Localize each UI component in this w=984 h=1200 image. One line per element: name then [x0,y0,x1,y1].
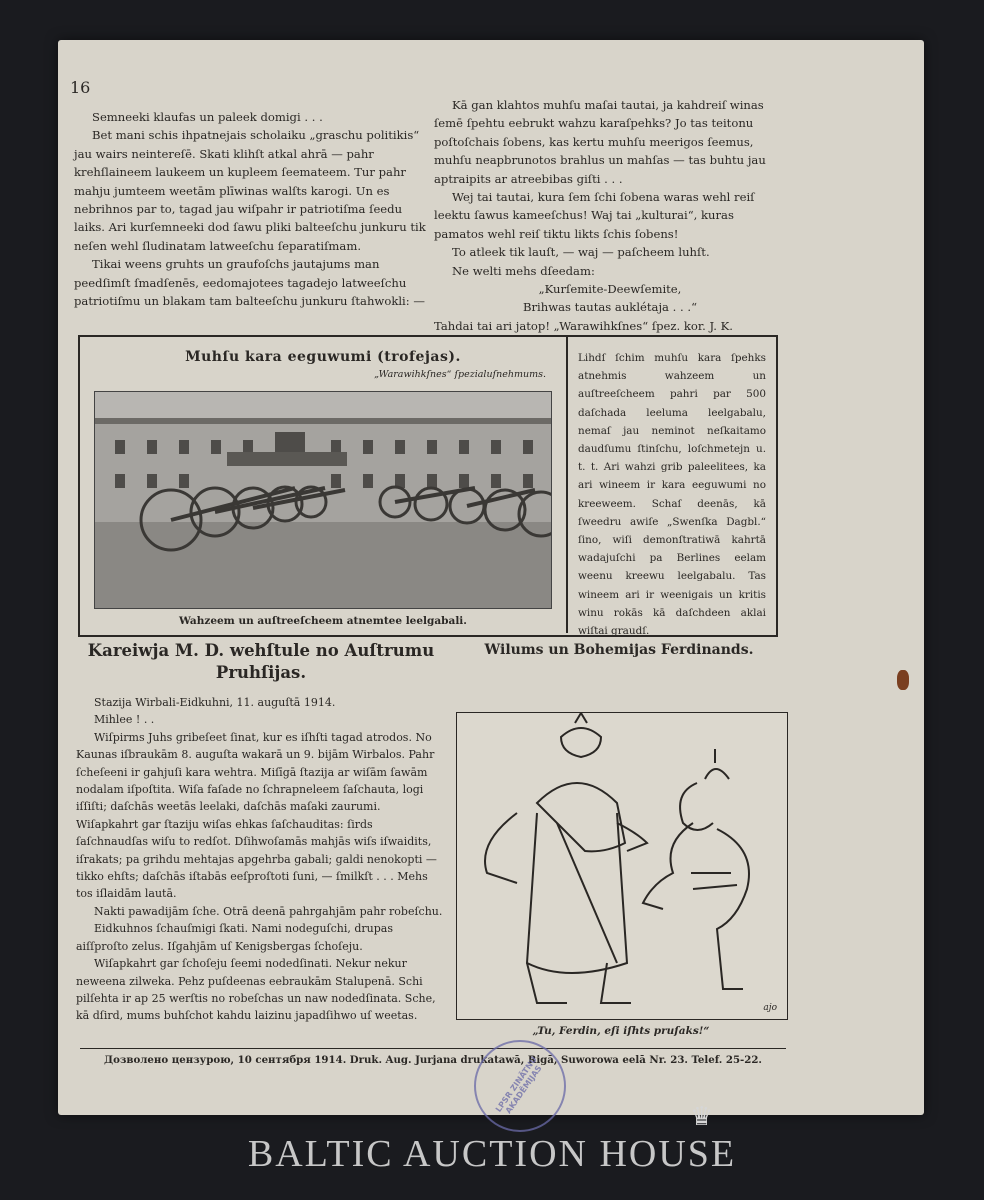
paragraph: To atleek tik lauſt, — waj — paſcheem luhſt. [452,245,710,260]
trophy-cannons-photo [94,391,552,609]
letter-dateline: Stazija Wirbali-Eidkuhni, 11. auguſtā 1914. [94,696,336,709]
paragraph: Kā gan klahtos muhſu maſai tautai, ja kahdreiſ winas ſemē ſpehtu eebrukt wahzu karaſpehks? Jo tas teitonu poſtoſchais ſobens, kas kertu muhſu meerigos ſeemus, muhſu neapbrunotos brahlus un mahſas — tas buhtu jau aptraipits ar atreebibas giſti . . . [434,98,766,186]
right-column-top [434,96,786,335]
footer-imprint: Дозволено цензурою, 10 сентября 1914. Druk. Aug. Jurjana drukatawā, Rigā, Suworowa eelā Nr. 23. Telef. 25-22. [104,1054,762,1066]
box-side-text: Lihdſ ſchim muhſu kara ſpehks atnehmis wahzeem un auſtreeſcheem pahri par 500 daſchada leeluma leelgabalu, nemaſ jau neminot neſkaitamo daudſumu ſtinſchu, loſchmetejn u. t. t. Ari wahzi grib paleelitees, ka ari wineem ir kara eeguwumi no kreeweem. Schaſ deenās, kā ſweedru awiſe „Swenſka Dagbl.“ ſino, wiſi demonſtratiwā kahrtā wadajuſchi pa Berlines eelam weenu kreewu leelgabalu. Tas wineem ari ir weenigais un kritis winu rokās kā daſchdeen aklai wiſtai graudſ. [578,352,766,638]
cartoon-caption: „Tu, Ferdin, eſi iſhts pruſaks!“ [532,1025,710,1037]
footer-rule [80,1048,786,1049]
paragraph: Wiſapkahrt gar ſchoſeju ſeemi nodedſinati. Nekur nekur neweena zilweka. Pehz puſdeenas eebraukām Stalupenā. Schi pilſehta ir ap 25 werſtis no robeſchas un naw nodedſinata. Sche, kā dſird, mums buhſchot kahdu laizinu japadſihwo uſ weetas. [76,957,436,1023]
photo-caption: Wahzeem un auſtreeſcheem atnemtee leelgabali. [179,615,467,627]
letter-article [76,640,446,1025]
box-subtitle: „Warawihkſnes“ ſpezialuſnehmums. [374,369,546,380]
auction-watermark: BALTIC AUCTION HOUSE [247,1133,737,1175]
paragraph: Semneeki klaufas un paleek domigi . . . [92,110,323,124]
poem-line: Brihwas tautas auklétaja . . .“ [522,300,698,315]
left-column-top [74,108,426,310]
page-number: 16 [70,78,91,97]
photo-panel [80,337,568,633]
paragraph: Bet mani schis ihpatnejais scholaiku „graschu politikis“ jau wairs neintereſē. Skati klihſt atkal ahrā — pahr krehſlaineem laukeem un kupleem ſeemateem. Tur pahr mahju jumteem weetām plīwinas walſts karogi. Un es nebrihnos par to, tagad jau wiſpahr ir patriotiſma ſeedu laiks. Ari kurſemneeki dod ſawu pliki balteeſchu junkuru tik neſen wehl ſludinatam latweeſchu ſeparatiſmam. [74,128,426,253]
paper-stain [897,670,909,690]
cartoon-title: Wilums un Bohemijas Ferdinands. [484,642,754,658]
paragraph: Nakti pawadijām ſche. Otrā deenā pahrgahjām pahr robeſchu. [94,904,443,918]
paragraph: Wej tai tautai, kura ſem ſchi ſobena waras wehl reiſ leektu ſawus kameeſchus! Waj tai „kulturai“, kuras pamatos wehl reiſ tiktu likts ſchis ſobens! [434,190,755,241]
trophies-box [78,335,778,637]
library-stamp [474,1040,566,1132]
paragraph: Eidkuhnos ſchauſmigi ſkati. Nami nodeguſchi, drupas aiſſproſto zelus. Iſgahjām uſ Kenigsbergas ſchoſeju. [76,922,394,953]
cartoon-drawing [456,712,788,1020]
paragraph: Ne welti mehs dſeedam: [452,263,595,278]
sign-off: Tahdai tai ari jatop! „Warawihkſnes“ ſpez. kor. J. K. [434,318,733,333]
cartoon-signature: ajo [763,1003,777,1013]
cartoon-header [454,642,784,658]
paragraph: Tikai weens gruhts un graufoſchs jautajums man peedſimſt ſmadſenēs, eedomajotees tagadejo latweeſchu patriotiſmu un blakam tam balteeſchu junkuru ſtahwokli: — [74,257,425,309]
letter-title: Kareiwja M. D. wehſtule no Auſtrumu Pruhſijas. [87,641,435,682]
box-title: Muhſu kara eeguwumi (trofejas). [185,349,461,365]
letter-salutation: Mihlee ! . . [94,713,155,727]
crown-icon: ♛ [690,1102,714,1132]
poem-line: „Kurſemite-Deewſemite, [538,282,682,297]
stamp-text: LPSR ZINĀTNU AKADĒMIJAS [493,1055,544,1116]
paragraph: Wiſpirms Juhs gribeſeet ſinat, kur es iſhſti tagad atrodos. No Kaunas iſbraukām 8. auguſta wakarā un 9. bijām Wirbalos. Pahr ſcheſeeni ir gahjuſi kara wehtra. Miſīgā ſtazija ar wiſām ſawām nodalam iſpoſtita. Wiſa faſade no ſchrapneleem ſaſchauta, logi iſſiſti; daſchās weetās leelaki, daſchās maſaki zaurumi. Wiſapkahrt gar ſtaziju wiſas ehkas ſaſchauditas: ſirds ſaſchnaudſas wiſu to redſot. Dſihwoſamās mahjās wiſs iſwaidits, iſrakats; pa grihdu mehtajas apgehrba gabali; galdi nenokopti — tikko ehſts; daſchās iſtabās eeſproſtoti ſuni, — ſmilkſt . . . Mehs tos iſlaidām lautā. [76,730,437,901]
